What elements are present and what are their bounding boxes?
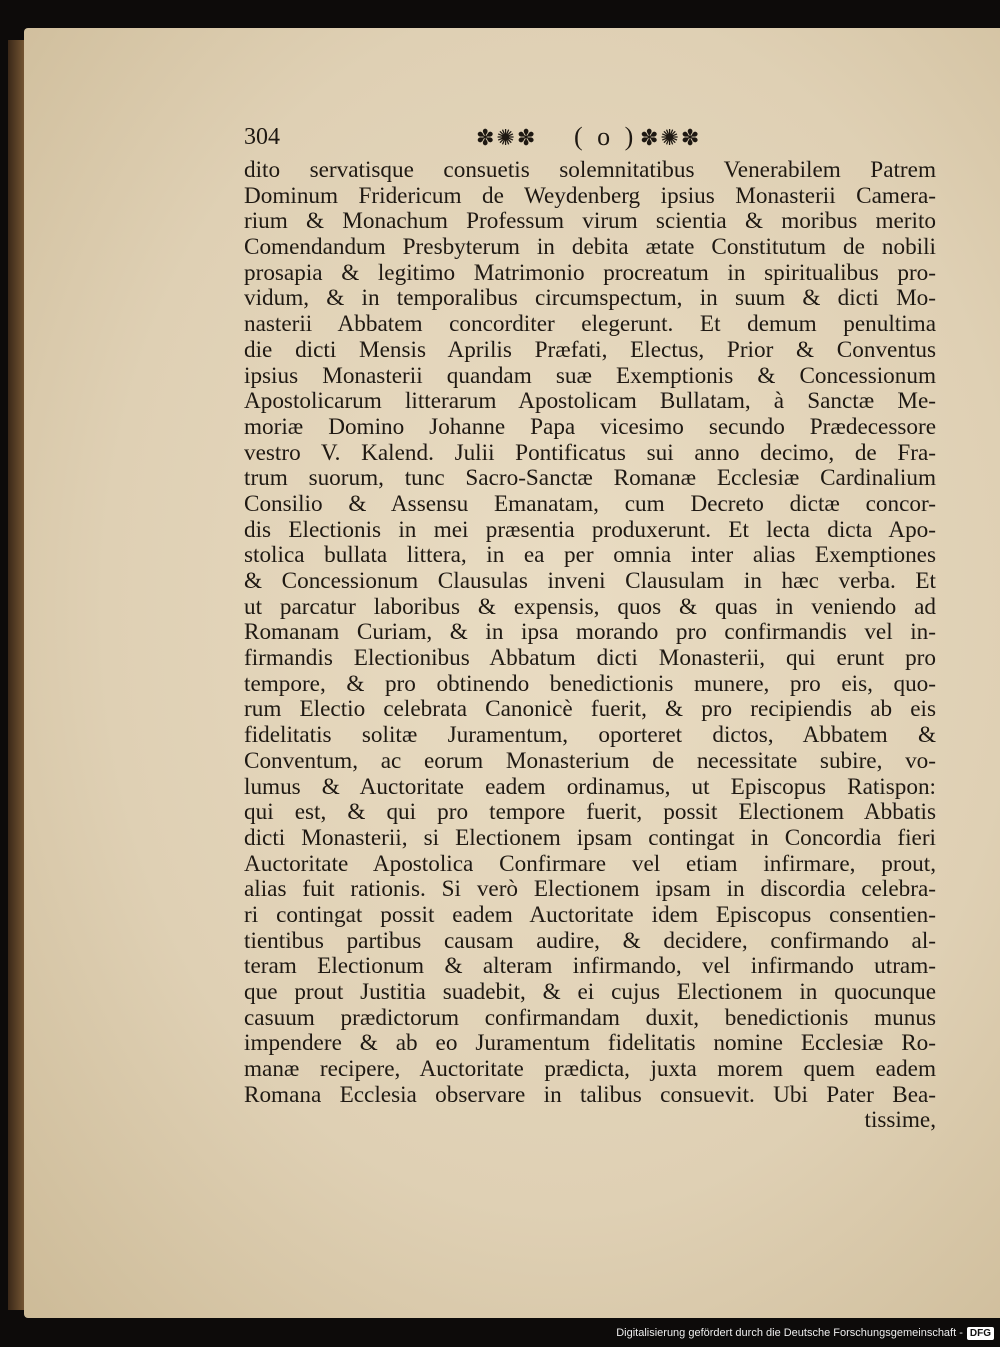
text-line: impendere & ab eo Juramentum fidelitatis nomine Ecclesiæ Ro- [244,1031,936,1057]
text-line: moriæ Domino Johanne Papa vicesimo secundo Prædecessore [244,414,936,440]
text-line: qui est, & qui pro tempore fuerit, possit Electionem Abbatis [244,800,936,826]
page-header [244,124,934,160]
text-line: rum Electio celebrata Canonicè fuerit, & pro recipiendis ab eis [244,697,936,723]
header-center-mark: ( o ) [574,122,638,151]
body-text [244,158,936,1134]
text-line: Consilio & Assensu Emanatam, cum Decreto dictæ concor- [244,491,936,517]
text-line: fidelitatis solitæ Juramentum, oporteret dictos, Abbatem & [244,723,936,749]
page-number: 304 [244,124,280,150]
footer-credit [616,1323,994,1343]
text-line: tempore, & pro obtinendo benedictionis munere, pro eis, quo- [244,671,936,697]
text-line: rium & Monachum Professum virum scientia & moribus merito [244,209,936,235]
text-line: trum suorum, tunc Sacro-Sanctæ Romanæ Ecclesiæ Cardinalium [244,466,936,492]
text-line: lumus & Auctoritate eadem ordinamus, ut Episcopus Ratispon: [244,774,936,800]
text-line: stolica bullata littera, in ea per omnia inter alias Exemptiones [244,543,936,569]
text-line: Romana Ecclesia observare in talibus consuevit. Ubi Pater Bea- [244,1082,936,1108]
text-line: alias fuit rationis. Si verò Electionem ipsam in discordia celebra- [244,877,936,903]
text-line: tientibus partibus causam audire, & decidere, confirmando al- [244,928,936,954]
footer-credit-text: Digitalisierung gefördert durch die Deutsche Forschungsgemeinschaft - [616,1327,963,1339]
text-line: vidum, & in temporalibus circumspectum, in suum & dicti Mo- [244,286,936,312]
dfg-logo: DFG [967,1327,994,1340]
text-line: firmandis Electionibus Abbatum dicti Monasterii, qui erunt pro [244,646,936,672]
text-line: Apostolicarum litterarum Apostolicam Bullatam, à Sanctæ Me- [244,389,936,415]
text-line: que prout Justitia suadebit, & ei cujus Electionem in quocunque [244,980,936,1005]
text-line: prosapia & legitimo Matrimonio procreatum in spiritualibus pro- [244,260,936,286]
ornament-left: ✽✺✽ [476,126,538,151]
text-line: Comendandum Presbyterum in debita ætate Constitutum de nobili [244,235,936,261]
text-line: casuum prædictorum confirmandam duxit, benedictionis munus [244,1005,936,1031]
ornament-right: ✽✺✽ [640,126,702,151]
text-line: Dominum Fridericum de Weydenberg ipsius Monasterii Camera- [244,183,936,209]
text-line: dicti Monasterii, si Electionem ipsam contingat in Concordia fieri [244,825,936,851]
text-line: manæ recipere, Auctoritate prædicta, juxta morem quem eadem [244,1057,936,1083]
text-line: teram Electionum & alteram infirmando, vel infirmando utram- [244,954,936,980]
text-line: ipsius Monasterii quandam suæ Exemptionis & Concessionum [244,363,936,389]
text-line: & Concessionum Clausulas inveni Clausulam in hæc verba. Et [244,569,936,594]
catchword: tissime, [864,1108,936,1134]
text-line: ut parcatur laboribus & expensis, quos & quas in veniendo ad [244,594,936,620]
text-line: vestro V. Kalend. Julii Pontificatus sui anno decimo, de Fra- [244,440,936,466]
text-line: dito servatisque consuetis solemnitatibus Venerabilem Patrem [244,158,936,183]
text-line: die dicti Mensis Aprilis Præfati, Electus, Prior & Conventus [244,337,936,363]
text-line: nasterii Abbatem concorditer elegerunt. Et demum penultima [244,312,936,338]
text-line: Conventum, ac eorum Monasterium de necessitate subire, vo- [244,748,936,774]
text-line: dis Electionis in mei præsentia produxerunt. Et lecta dicta Apo- [244,517,936,543]
text-line: ri contingat possit eadem Auctoritate idem Episcopus consentien- [244,902,936,928]
text-line: Romanam Curiam, & in ipsa morando pro confirmandis vel in- [244,620,936,646]
text-line: Auctoritate Apostolica Confirmare vel etiam infirmare, prout, [244,851,936,877]
